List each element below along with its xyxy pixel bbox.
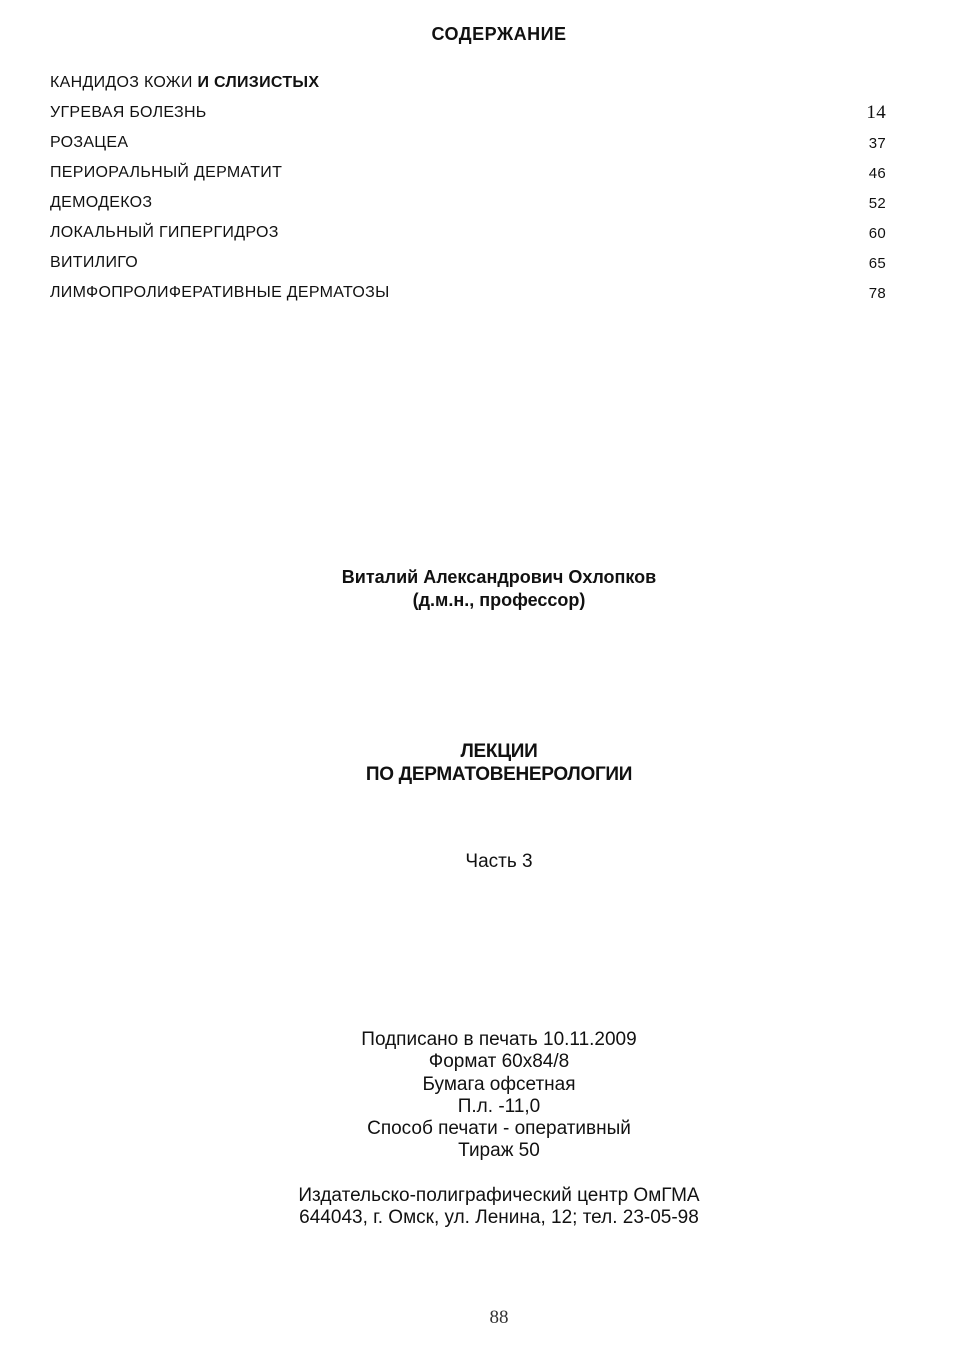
toc-item-title-bold-part: И СЛИЗИСТЫХ <box>197 74 320 91</box>
toc-item-page: 65 <box>868 254 886 272</box>
author-name: Виталий Александрович Охлопков <box>341 567 657 587</box>
publisher-address: 644043, г. Омск, ул. Ленина, 12; тел. 23-05-98 <box>299 1207 699 1229</box>
toc-item-title: ВИТИЛИГО <box>50 254 139 271</box>
imprint-sheets: П.л. -11,0 <box>457 1095 541 1117</box>
toc-item-title-part: КАНДИДОЗ КОЖИ <box>50 74 198 91</box>
imprint-signed: Подписано в печать 10.11.2009 <box>361 1029 637 1050</box>
page-number: 88 <box>489 1307 509 1328</box>
toc-item-title <box>50 74 319 92</box>
toc-item[interactable] <box>50 248 890 278</box>
toc-item-page: 46 <box>868 164 886 182</box>
toc-item-title: ЛОКАЛЬНЫЙ ГИПЕРГИДРОЗ <box>50 224 279 241</box>
toc-heading: СОДЕРЖАНИЕ <box>431 24 567 44</box>
toc-item[interactable] <box>50 68 890 98</box>
toc-item-page: 60 <box>868 224 886 242</box>
toc-item[interactable] <box>50 158 890 188</box>
toc-item-title: ДЕМОДЕКОЗ <box>50 194 153 211</box>
book-title-line2: ПО ДЕРМАТОВЕНЕРОЛОГИИ <box>365 764 633 785</box>
author-credentials: (д.м.н., профессор) <box>412 590 586 610</box>
imprint-paper: Бумага офсетная <box>422 1073 576 1095</box>
table-of-contents <box>50 68 890 308</box>
publisher-block <box>0 1185 966 1230</box>
imprint-run: Тираж 50 <box>458 1140 540 1162</box>
imprint-format: Формат 60х84/8 <box>428 1051 570 1073</box>
book-title-line1: ЛЕКЦИИ <box>460 741 538 762</box>
toc-item-title: ПЕРИОРАЛЬНЫЙ ДЕРМАТИТ <box>50 164 283 181</box>
toc-item[interactable] <box>50 128 890 158</box>
author-block <box>0 566 966 612</box>
toc-item[interactable] <box>50 188 890 218</box>
toc-item-title: РОЗАЦЕА <box>50 134 129 151</box>
toc-item[interactable] <box>50 218 890 248</box>
toc-item[interactable] <box>50 98 890 128</box>
toc-item[interactable] <box>50 278 890 308</box>
book-title <box>0 740 966 786</box>
toc-item-title: ЛИМФОПРОЛИФЕРАТИВНЫЕ ДЕРМАТОЗЫ <box>50 284 390 301</box>
book-part: Часть 3 <box>465 851 533 872</box>
toc-item-title: УГРЕВАЯ БОЛЕЗНЬ <box>50 104 207 121</box>
toc-item-page: 37 <box>868 134 886 152</box>
toc-item-page: 14 <box>866 102 886 123</box>
publisher-name: Издательско-полиграфический центр ОмГМА <box>298 1185 700 1206</box>
imprint-block <box>0 1029 966 1163</box>
toc-item-page: 52 <box>868 194 886 212</box>
toc-item-page: 78 <box>868 284 886 302</box>
imprint-print-method: Способ печати - оперативный <box>367 1118 631 1140</box>
